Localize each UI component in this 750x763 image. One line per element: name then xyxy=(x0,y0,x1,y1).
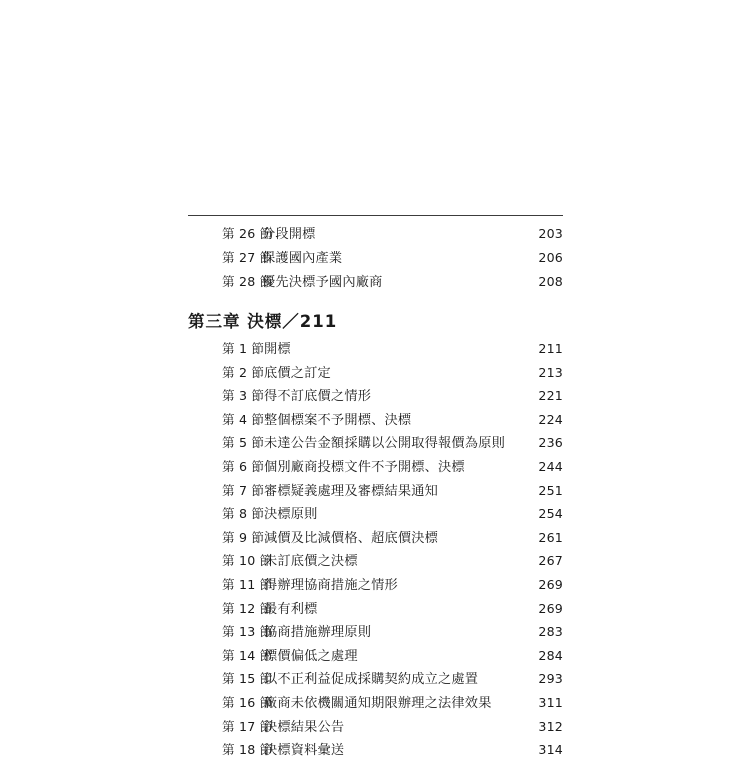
toc-entry-page: 314 xyxy=(538,742,563,758)
toc-entry-number: 第 10 節 xyxy=(222,553,273,569)
toc-entry-number: 第 15 節 xyxy=(222,671,273,687)
toc-entry-title: 標價偏低之處理 xyxy=(264,648,358,664)
toc-entry-title: 開標 xyxy=(264,342,291,357)
toc-entry-page: 236 xyxy=(538,435,563,451)
toc-entry-number: 第 6 節 xyxy=(222,458,265,474)
toc-entry-title: 以不正利益促成採購契約成立之處置 xyxy=(264,672,479,688)
toc-entry xyxy=(222,456,563,480)
toc-entry-page: 293 xyxy=(538,671,563,687)
toc-entry xyxy=(222,362,563,386)
toc-entry-page: 283 xyxy=(538,624,563,640)
toc-entry-number: 第 12 節 xyxy=(222,600,273,616)
toc-entry xyxy=(222,574,563,598)
toc-entry-number: 第 2 節 xyxy=(222,364,265,380)
toc-entry-number: 第 16 節 xyxy=(222,694,273,710)
toc-entry-page: 206 xyxy=(538,250,563,265)
toc-entry-title: 未達公告金額採購以公開取得報價為原則 xyxy=(264,436,505,452)
toc-entry-title: 分段開標 xyxy=(262,227,316,242)
toc-entry xyxy=(222,480,563,504)
toc-entry-page: 203 xyxy=(538,226,563,241)
toc-entry-page: 284 xyxy=(538,647,563,663)
toc-entry-number: 第 5 節 xyxy=(222,435,265,451)
toc-entry-number: 第 13 節 xyxy=(222,624,273,640)
toc-entry xyxy=(222,550,563,574)
toc-entry-number: 第 3 節 xyxy=(222,388,265,404)
toc-entry-number: 第 7 節 xyxy=(222,482,265,498)
toc-entry-number: 第 1 節 xyxy=(222,341,265,356)
toc-entry xyxy=(222,621,563,645)
toc-entry-number: 第 4 節 xyxy=(222,411,265,427)
toc-entry-page: 254 xyxy=(538,506,563,522)
toc-entry-title: 未訂底價之決標 xyxy=(264,554,358,570)
toc-entry-page: 224 xyxy=(538,411,563,427)
toc-entry-page: 261 xyxy=(538,529,563,545)
toc-entry-page: 312 xyxy=(538,718,563,734)
toc-entry-number: 第 18 節 xyxy=(222,742,273,758)
toc-entry-page: 267 xyxy=(538,553,563,569)
toc-entry-title: 得辦理協商措施之情形 xyxy=(264,577,398,593)
toc-entry xyxy=(222,645,563,669)
toc-group-previous-chapter xyxy=(188,223,563,295)
toc-entry-page: 221 xyxy=(538,388,563,404)
toc-entry xyxy=(222,739,563,763)
toc-entry-number: 第 28 節 xyxy=(222,274,273,289)
toc-group-chapter-3 xyxy=(188,338,563,763)
toc-entry-title: 審標疑義處理及審標結果通知 xyxy=(264,483,439,499)
toc-entry xyxy=(222,247,563,271)
toc-entry-title: 保護國內產業 xyxy=(262,251,343,266)
toc-entry-title: 得不訂底價之情形 xyxy=(264,389,372,405)
toc-entry-page: 251 xyxy=(538,482,563,498)
toc-entry-page: 269 xyxy=(538,600,563,616)
toc-entry-page: 213 xyxy=(538,364,563,380)
toc-entry-number: 第 9 節 xyxy=(222,529,265,545)
toc-entry xyxy=(222,716,563,740)
toc-entry xyxy=(222,223,563,247)
toc-entry-page: 269 xyxy=(538,576,563,592)
toc-entry xyxy=(222,409,563,433)
toc-entry-page: 211 xyxy=(538,341,563,356)
toc-entry-title: 底價之訂定 xyxy=(264,365,331,381)
toc-entry xyxy=(222,432,563,456)
toc-entry-number: 第 8 節 xyxy=(222,506,265,522)
toc-entry xyxy=(222,692,563,716)
toc-entry xyxy=(222,527,563,551)
toc-entry-title: 決標資料彙送 xyxy=(264,743,345,759)
toc-entry-number: 第 14 節 xyxy=(222,647,273,663)
toc-entry-page: 244 xyxy=(538,458,563,474)
table-of-contents xyxy=(188,215,563,763)
toc-entry xyxy=(222,598,563,622)
toc-entry-page: 208 xyxy=(538,274,563,289)
toc-entry-title: 整個標案不予開標、決標 xyxy=(264,412,412,428)
horizontal-rule xyxy=(188,215,563,216)
toc-entry-title: 優先決標予國內廠商 xyxy=(262,275,383,290)
toc-entry-title: 個別廠商投標文件不予開標、決標 xyxy=(264,459,465,475)
chapter-heading: 第三章 決標／211 xyxy=(188,312,338,331)
toc-entry-title: 減價及比減價格、超底價決標 xyxy=(264,530,439,546)
toc-entry-title: 決標原則 xyxy=(264,507,318,523)
toc-entry-number: 第 27 節 xyxy=(222,250,273,265)
toc-entry xyxy=(222,338,563,362)
toc-entry xyxy=(222,271,563,295)
toc-entry xyxy=(222,668,563,692)
toc-entry-title: 協商措施辦理原則 xyxy=(264,625,372,641)
toc-entry xyxy=(222,503,563,527)
toc-entry-number: 第 11 節 xyxy=(222,576,273,592)
toc-entry-number: 第 26 節 xyxy=(222,226,273,241)
toc-entry-title: 最有利標 xyxy=(264,601,318,617)
toc-entry-number: 第 17 節 xyxy=(222,718,273,734)
toc-entry-title: 廠商未依機關通知期限辦理之法律效果 xyxy=(264,695,492,711)
toc-entry-page: 311 xyxy=(538,694,563,710)
toc-entry xyxy=(222,385,563,409)
toc-entry-title: 決標結果公告 xyxy=(264,719,345,735)
